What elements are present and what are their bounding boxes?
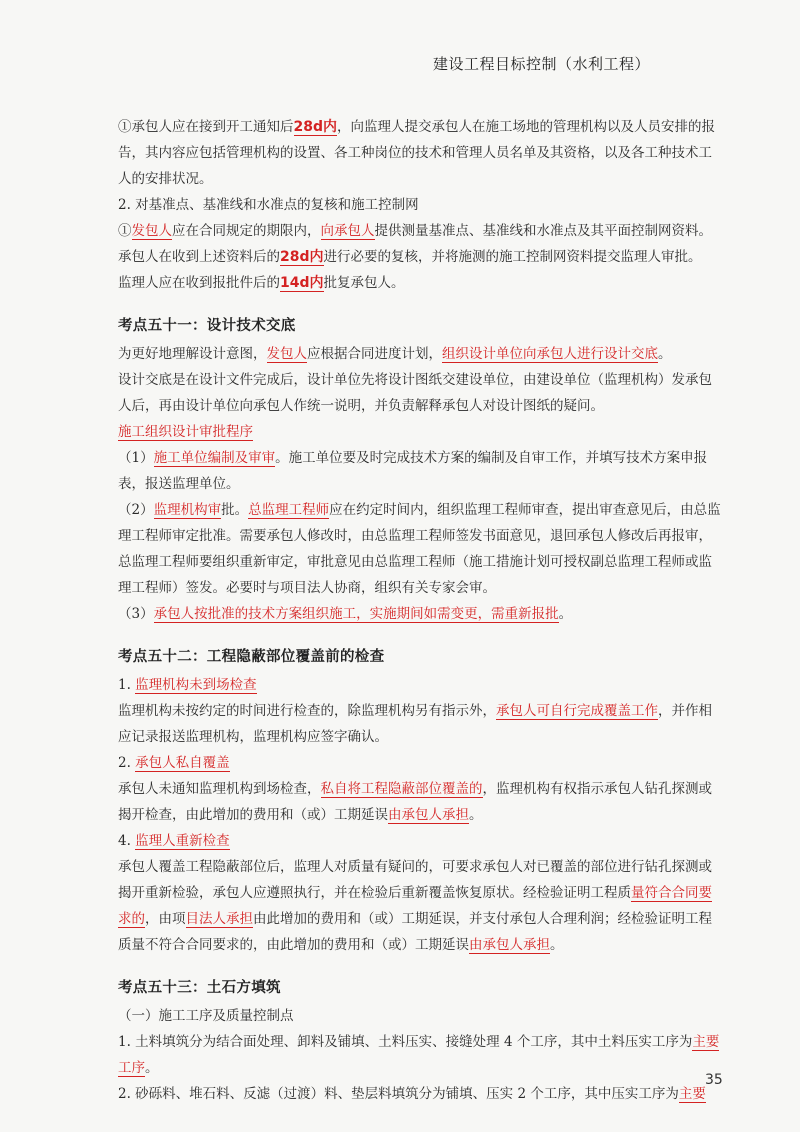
- paragraph: 2. 砂砾料、堆石料、反滤（过渡）料、垫层料填筑分为铺填、压实 2 个工序，其中压实工序为主要: [118, 1086, 706, 1102]
- paragraph: （3）承包人按批准的技术方案组织施工，实施期间如需变更，需重新报批。: [118, 606, 573, 622]
- page-number: 35: [705, 1072, 723, 1088]
- paragraph: 为更好地理解设计意图，发包人应根据合同进度计划，组织设计单位向承包人进行设计交底。: [118, 346, 672, 362]
- paragraph: 1. 土料填筑分为结合面处理、卸料及铺填、土料压实、接缝处理 4 个工序，其中土料压实工序为主要工序。: [118, 1034, 720, 1076]
- paragraph: 监理人应在收到报批件后的14d内批复承包人。: [118, 275, 405, 291]
- paragraph: 承包人在收到上述资料后的28d内进行必要的复核，并将施测的施工控制网资料提交监理人审批。: [118, 249, 702, 265]
- paragraph: （2）监理机构审批。总监理工程师应在约定时间内，组织监理工程师审查，提出审查意见后，由总监理工程师审定批准。需要承包人修改时，由总监理工程师签发书面意见，退回承包人修改后再报审，总监理工程师要组织重新审定，审批意见由总监理工程师（施工措施计划可授权副总监理工程师或监理工程师）签发。必要时与项目法人协商，组织有关专家会审。: [118, 502, 721, 596]
- section-heading-52: 考点五十二：工程隐蔽部位覆盖前的检查: [118, 649, 385, 665]
- paragraph: 承包人未通知监理机构到场检查，私自将工程隐蔽部位覆盖的，监理机构有权指示承包人钻孔探测或揭开检查，由此增加的费用和（或）工期延误由承包人承担。: [118, 781, 712, 823]
- section-heading-51: 考点五十一：设计技术交底: [118, 318, 296, 334]
- paragraph: 承包人覆盖工程隐蔽部位后，监理人对质量有疑问的，可要求承包人对已覆盖的部位进行钻孔探测或揭开重新检验，承包人应遵照执行，并在检验后重新覆盖恢复原状。经检验证明工程质量符合合同要求的，由项目法人承担由此增加的费用和（或）工期延误，并支付承包人合理利润；经检验证明工程质量不符合合同要求的，由此增加的费用和（或）工期延误由承包人承担。: [118, 859, 712, 953]
- subheading: 2. 承包人私自覆盖: [118, 755, 230, 771]
- paragraph: 设计交底是在设计文件完成后，设计单位先将设计图纸交建设单位，由建设单位（监理机构）发承包人后，再由设计单位向承包人作统一说明，并负责解释承包人对设计图纸的疑问。: [118, 372, 712, 414]
- section-heading-53: 考点五十三：土石方填筑: [118, 980, 281, 996]
- subheading: 1. 监理机构未到场检查: [118, 677, 257, 693]
- subheading: 4. 监理人重新检查: [118, 833, 230, 849]
- subheading: 施工组织设计审批程序: [118, 424, 253, 440]
- subheading: （一）施工工序及质量控制点: [118, 1008, 294, 1024]
- running-header: 建设工程目标控制（水利工程）: [432, 55, 650, 73]
- paragraph: ①承包人应在接到开工通知后28d内，向监理人提交承包人在施工场地的管理机构以及人员安排的报告，其内容应包括管理机构的设置、各工种岗位的技术和管理人员名单及其资格，以及各工种技术工人的安排状况。: [118, 119, 716, 187]
- page-content: [118, 114, 723, 1107]
- paragraph: 监理机构未按约定的时间进行检查的，除监理机构另有指示外，承包人可自行完成覆盖工作，并作相应记录报送监理机构，监理机构应签字确认。: [118, 703, 712, 745]
- paragraph: （1）施工单位编制及审审。施工单位要及时完成技术方案的编制及自审工作，并填写技术方案申报表，报送监理单位。: [118, 450, 708, 492]
- paragraph: ①发包人应在合同规定的期限内，向承包人提供测量基准点、基准线和水准点及其平面控制网资料。: [118, 223, 712, 239]
- subheading: 2. 对基准点、基准线和水准点的复核和施工控制网: [118, 197, 419, 213]
